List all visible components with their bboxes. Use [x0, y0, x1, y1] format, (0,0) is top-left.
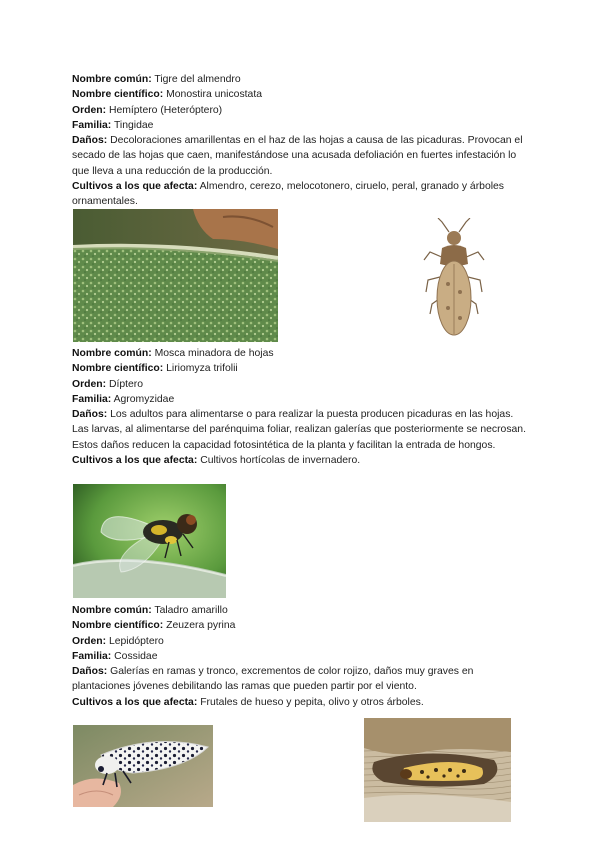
photo-larva-in-wood: [364, 718, 511, 822]
family-label: Familia:: [72, 393, 112, 405]
crops-paragraph: [72, 453, 532, 468]
species-entry-mosca-minadora: [72, 346, 532, 468]
scientific-name-label: Nombre científico:: [72, 89, 164, 101]
crops-text: Almendro, cerezo, melocotonero, ciruelo, peral, granado y árboles ornamentales.: [72, 181, 505, 208]
family-value: Tingidae: [113, 119, 154, 131]
common-name-line: [72, 346, 532, 361]
family-line: [72, 118, 532, 133]
order-line: [72, 377, 532, 392]
scientific-name-line: [72, 618, 532, 633]
species-entry-taladro-amarillo: [72, 603, 532, 710]
damage-label: Daños:: [72, 666, 108, 678]
photo-leopard-moth: [73, 725, 213, 807]
family-label: Familia:: [72, 119, 112, 131]
damage-paragraph: [72, 664, 532, 695]
common-name-value: Taladro amarillo: [154, 605, 228, 616]
family-value: Agromyzidae: [113, 393, 175, 405]
common-name-line: [72, 603, 532, 618]
common-name-label: Nombre común:: [72, 348, 152, 359]
crops-label: Cultivos a los que afecta:: [72, 696, 198, 708]
damage-text: Decoloraciones amarillentas en el haz de las hojas a causa de las picaduras. Provocan el secado de las hojas que caen, manifestándose una acusada defoliación en fuertes infestación lo que lleva a una reducción de la producción.: [72, 135, 523, 177]
order-value: Hemíptero (Heteróptero): [108, 104, 223, 116]
damage-paragraph: [72, 133, 532, 179]
scientific-name-label: Nombre científico:: [72, 620, 164, 632]
family-label: Familia:: [72, 650, 112, 662]
common-name-line: [72, 72, 532, 87]
crops-paragraph: [72, 179, 532, 210]
order-value: Díptero: [108, 378, 144, 390]
common-name-label: Nombre común:: [72, 74, 152, 85]
scientific-name-value: Liriomyza trifolii: [166, 363, 238, 375]
common-name-label: Nombre común:: [72, 605, 152, 616]
scientific-name-value: Zeuzera pyrina: [166, 620, 236, 632]
crops-label: Cultivos a los que afecta:: [72, 181, 198, 193]
scientific-name-line: [72, 361, 532, 376]
photo-leafminer-fly: [73, 484, 226, 598]
damage-label: Daños:: [72, 409, 108, 421]
crops-text: Frutales de hueso y pepita, olivo y otros árboles.: [200, 696, 424, 708]
common-name-value: Tigre del almendro: [154, 74, 241, 85]
common-name-value: Mosca minadora de hojas: [154, 348, 274, 359]
photo-leaf-damage: [73, 209, 278, 342]
family-value: Cossidae: [114, 650, 158, 662]
order-label: Orden:: [72, 635, 107, 647]
crops-paragraph: [72, 695, 532, 710]
damage-text: Los adultos para alimentarse o para realizar la puesta producen picaduras en las hojas. Las larvas, al alimentarse del parénquima foliar, realizan galerías que posteriormente se necrosan. Estos daños reducen la capacidad fotosintética de la planta y facilitan la entrada de hongos.: [72, 409, 526, 451]
damage-text: Galerías en ramas y tronco, excrementos de color rojizo, daños muy graves en plantaciones jóvenes debilitando las ramas que pueden partir por el viento.: [72, 666, 474, 693]
photo-lace-bug: [418, 218, 490, 342]
scientific-name-value: Monostira unicostata: [166, 89, 262, 101]
order-line: [72, 634, 532, 649]
scientific-name-line: [72, 87, 532, 102]
family-line: [72, 392, 532, 407]
crops-label: Cultivos a los que afecta:: [72, 455, 198, 467]
order-label: Orden:: [72, 378, 107, 390]
order-label: Orden:: [72, 104, 107, 116]
scientific-name-label: Nombre científico:: [72, 363, 164, 375]
species-entry-tigre-del-almendro: [72, 72, 532, 210]
crops-text: Cultivos hortícolas de invernadero.: [200, 455, 361, 467]
damage-label: Daños:: [72, 135, 108, 147]
damage-paragraph: [72, 407, 532, 453]
order-line: [72, 103, 532, 118]
order-value: Lepidóptero: [108, 635, 164, 647]
family-line: [72, 649, 532, 664]
